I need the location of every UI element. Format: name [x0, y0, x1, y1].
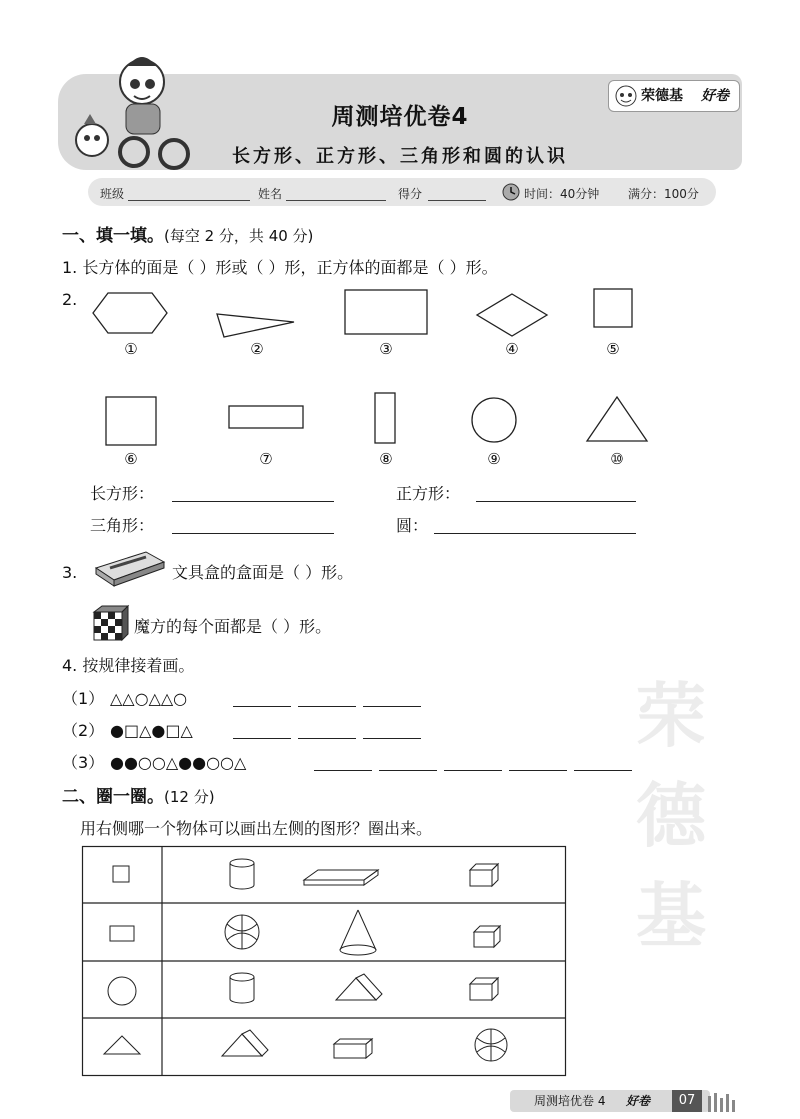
shape-number: ②	[250, 340, 264, 358]
brand-logo	[608, 80, 740, 112]
time-label: 时间：40分钟	[524, 187, 600, 201]
watermark-char: 德	[636, 775, 706, 857]
footer-brand: 好卷	[626, 1094, 651, 1108]
section2-note: (12 分)	[164, 788, 215, 806]
triangular-prism-object[interactable]	[336, 974, 382, 1000]
question-3-text: 文具盒的盒面是（ ）形。	[172, 563, 354, 582]
pattern-blank[interactable]	[363, 706, 421, 707]
row4-triangle-shape	[104, 1036, 140, 1054]
cylinder-object[interactable]	[230, 859, 254, 889]
cuboid-object[interactable]	[470, 864, 498, 886]
brand-sub: 好卷	[701, 88, 729, 104]
score-blank[interactable]	[428, 200, 486, 201]
triangle-label: 三角形：	[90, 516, 155, 535]
cuboid-object[interactable]	[334, 1039, 372, 1058]
clock-icon	[502, 183, 520, 201]
triangle-answer-line[interactable]	[172, 533, 334, 534]
pattern-blank[interactable]	[444, 770, 502, 771]
circle-answer-line[interactable]	[434, 533, 636, 534]
shape-number: ③	[379, 340, 393, 358]
cylinder-object[interactable]	[230, 973, 254, 1003]
cone-object[interactable]	[340, 910, 376, 955]
circle-shape	[470, 396, 518, 444]
page-title: 周测培优卷4	[331, 104, 469, 130]
score-label: 得分	[398, 187, 423, 201]
question-1: 1. 长方体的面是（ ）形或（ ）形，正方体的面都是（ ）形。	[62, 258, 498, 277]
rubiks-cube-icon	[92, 604, 130, 642]
pattern-blank[interactable]	[298, 738, 356, 739]
section1-title: 一、填一填。	[62, 226, 164, 246]
pattern-row: ●□△●□△	[110, 721, 193, 740]
rectangle-answer-line[interactable]	[172, 501, 334, 502]
square-answer-line[interactable]	[476, 501, 636, 502]
rhombus-shape	[476, 293, 548, 337]
obtuse-triangle-shape	[216, 308, 296, 338]
hexagon-shape	[92, 292, 168, 334]
pattern-blank[interactable]	[314, 770, 372, 771]
question-3-label: 3.	[62, 563, 78, 582]
brand-face-icon	[615, 85, 637, 107]
shape-number: ⑦	[259, 450, 273, 468]
triangle-shape	[586, 396, 648, 442]
cuboid-object[interactable]	[470, 978, 498, 1000]
footer-title: 周测培优卷 4	[534, 1094, 606, 1108]
pattern-blank[interactable]	[379, 770, 437, 771]
cuboid-object[interactable]	[474, 926, 500, 947]
ball-object[interactable]	[225, 915, 259, 949]
row1-square-shape	[113, 866, 129, 882]
shape-number: ⑤	[606, 340, 620, 358]
shape-number: ⑨	[487, 450, 501, 468]
row3-circle-shape	[108, 977, 136, 1005]
pencil-box-icon	[90, 550, 166, 588]
triangular-prism-object[interactable]	[222, 1030, 268, 1056]
matching-table	[82, 846, 566, 1076]
watermark-char: 荣	[636, 675, 706, 757]
pattern-blank[interactable]	[233, 738, 291, 739]
shape-number: ⑩	[610, 450, 624, 468]
rectangle-label: 长方形：	[90, 484, 155, 503]
footer-bars-icon	[706, 1090, 742, 1112]
info-bar	[88, 178, 716, 206]
square-shape	[105, 396, 157, 446]
pattern-row-label: （2）	[62, 721, 105, 740]
section2-instruction: 用右侧哪一个物体可以画出左侧的图形？圈出来。	[80, 819, 433, 838]
brand-name: 荣德基	[641, 88, 683, 104]
shape-number: ④	[505, 340, 519, 358]
pattern-row-label: （1）	[62, 689, 105, 708]
ball-object[interactable]	[475, 1029, 507, 1061]
name-blank[interactable]	[286, 200, 386, 201]
question-4-label: 4. 按规律接着画。	[62, 656, 195, 675]
pattern-blank[interactable]	[509, 770, 567, 771]
shape-number: ⑧	[379, 450, 393, 468]
section1-note: (每空 2 分，共 40 分)	[164, 227, 314, 245]
question-2-label: 2.	[62, 290, 78, 309]
shape-number: ①	[124, 340, 138, 358]
small-square-shape	[593, 288, 633, 328]
section2-title: 二、圈一圈。	[62, 787, 164, 807]
full-score-label: 满分：100分	[628, 187, 699, 201]
row2-rectangle-shape	[110, 926, 134, 941]
circle-label: 圆：	[396, 516, 429, 535]
section2-heading	[62, 787, 215, 807]
question-3-text2: 魔方的每个面都是（ ）形。	[134, 617, 332, 636]
square-label: 正方形：	[396, 484, 461, 503]
pattern-blank[interactable]	[363, 738, 421, 739]
pattern-blank[interactable]	[574, 770, 632, 771]
long-rectangle-shape	[228, 405, 304, 429]
rectangle-shape	[344, 289, 428, 335]
tall-rectangle-shape	[374, 392, 396, 444]
page-subtitle: 长方形、正方形、三角形和圆的认识	[232, 146, 568, 167]
flat-board-object[interactable]	[304, 870, 378, 885]
pattern-blank[interactable]	[233, 706, 291, 707]
pattern-row: ●●○○△●●○○△	[110, 753, 247, 772]
page-number: 07	[672, 1090, 702, 1112]
shape-number: ⑥	[124, 450, 138, 468]
pattern-row: △△○△△○	[110, 689, 188, 708]
name-label: 姓名	[258, 187, 283, 201]
mascot-icon	[66, 52, 186, 172]
section1-heading	[62, 226, 313, 246]
class-label: 班级	[100, 187, 125, 201]
pattern-row-label: （3）	[62, 753, 105, 772]
watermark-char: 基	[636, 875, 706, 957]
pattern-blank[interactable]	[298, 706, 356, 707]
class-blank[interactable]	[128, 200, 250, 201]
